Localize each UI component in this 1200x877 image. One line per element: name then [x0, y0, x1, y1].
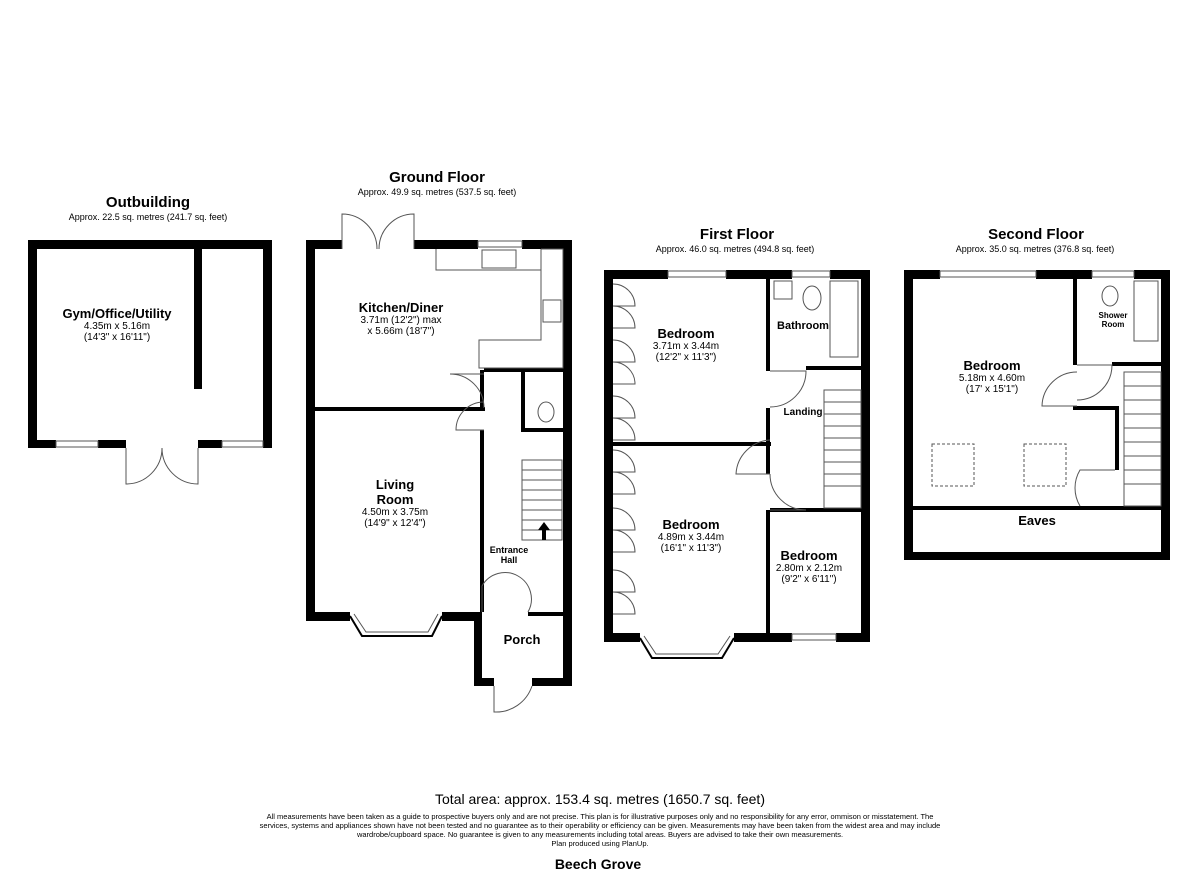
- bedroom-1-name: Bedroom: [657, 326, 715, 341]
- second-floor-title: Second Floor: [988, 226, 1084, 243]
- shower-room-name-line2: Room: [1101, 320, 1125, 329]
- living-room-dim-imperial: (14'9" x 12'4"): [364, 518, 426, 529]
- ground-floor-area: Approx. 49.9 sq. metres (537.5 sq. feet): [357, 187, 517, 197]
- bedroom-2-dim-imperial: (16'1" x 11'3"): [660, 543, 722, 554]
- kitchen-room-name: Kitchen/Diner: [358, 300, 444, 315]
- entrance-hall-name-line2: Hall: [500, 555, 518, 565]
- living-room-dim-metric: 4.50m x 3.75m: [361, 507, 429, 518]
- property-name: Beech Grove: [554, 856, 642, 872]
- kitchen-dim-2: x 5.66m (18'7"): [367, 326, 435, 337]
- second-floor-area: Approx. 35.0 sq. metres (376.8 sq. feet): [955, 244, 1115, 254]
- living-room-name-line2: Room: [376, 492, 414, 507]
- gym-room-dim-metric: 4.35m x 5.16m: [83, 321, 151, 332]
- bedroom-1-dim-imperial: (12'2" x 11'3"): [655, 352, 717, 363]
- bedroom-4-name: Bedroom: [963, 358, 1021, 373]
- kitchen-dim-1: 3.71m (12'2") max: [360, 315, 442, 326]
- porch-name: Porch: [503, 632, 541, 647]
- disclaimer-line-1: All measurements have been taken as a guide to prospective buyers only and are not precise. This plan is for illustrative purposes only and no responsibility for any error, ommison or misstatement. The: [266, 812, 934, 821]
- total-area: Total area: approx. 153.4 sq. metres (1650.7 sq. feet): [435, 791, 765, 807]
- outbuilding-area: Approx. 22.5 sq. metres (241.7 sq. feet): [68, 212, 228, 222]
- bedroom-3-dim-imperial: (9'2" x 6'11"): [781, 574, 837, 585]
- outbuilding-walls: [28, 240, 272, 448]
- eaves-name: Eaves: [1018, 513, 1056, 528]
- bedroom-2-dim-metric: 4.89m x 3.44m: [657, 532, 725, 543]
- living-room-name-line1: Living: [375, 477, 415, 492]
- gym-room-name: Gym/Office/Utility: [62, 306, 172, 321]
- disclaimer-line-4: Plan produced using PlanUp.: [551, 839, 649, 848]
- bedroom-3-name: Bedroom: [780, 548, 838, 563]
- ground-floor-title: Ground Floor: [389, 169, 485, 186]
- bedroom-1-dim-metric: 3.71m x 3.44m: [652, 341, 720, 352]
- outbuilding-title: Outbuilding: [105, 194, 191, 211]
- first-floor-area: Approx. 46.0 sq. metres (494.8 sq. feet): [655, 244, 815, 254]
- bedroom-3-dim-metric: 2.80m x 2.12m: [775, 563, 843, 574]
- shower-room-name-line1: Shower: [1098, 311, 1128, 320]
- bathroom-name: Bathroom: [777, 320, 829, 332]
- bedroom-4-dim-metric: 5.18m x 4.60m: [958, 373, 1026, 384]
- entrance-hall-name-line1: Entrance: [489, 545, 529, 555]
- bedroom-2-name: Bedroom: [662, 517, 720, 532]
- disclaimer-line-3: wardrobe/cupboard space. No guarantee is given to any measurements including total areas. Buyers are advised to take their own measurements.: [356, 830, 844, 839]
- first-floor-title: First Floor: [699, 226, 775, 243]
- gym-room-dim-imperial: (14'3" x 16'11"): [83, 332, 151, 343]
- landing-name: Landing: [783, 407, 823, 418]
- bedroom-4-dim-imperial: (17' x 15'1"): [965, 384, 1019, 395]
- disclaimer-line-2: services, systems and appliances shown have not been tested and no guarantee as to their operability or efficiency can be given. Measurements may have been taken from the widest area and may include: [259, 821, 941, 830]
